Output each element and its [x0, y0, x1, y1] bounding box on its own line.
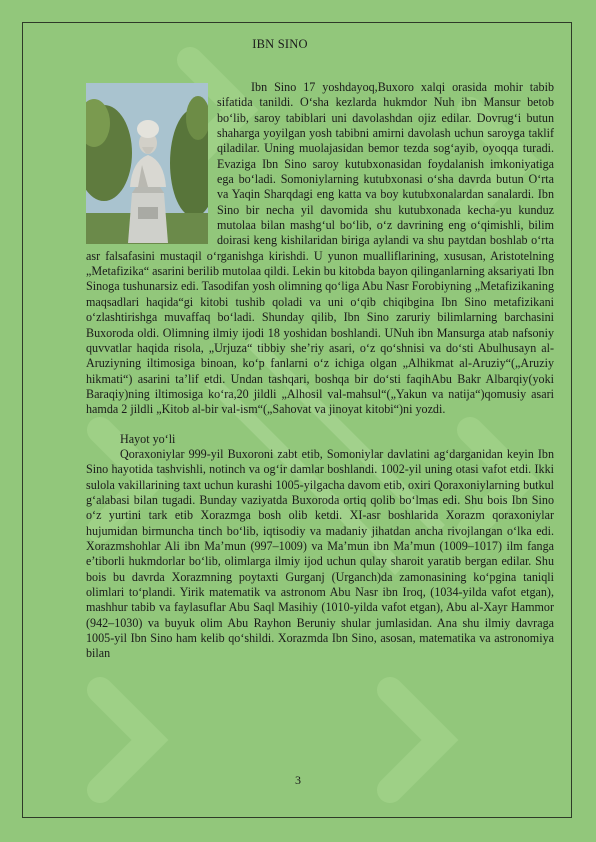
document-body [86, 80, 554, 662]
page-number: 3 [295, 773, 301, 787]
section-heading: Hayot yo‘li [120, 431, 176, 446]
page-title: IBN SINO [252, 37, 308, 51]
statue-icon [86, 83, 208, 244]
paragraph-2: Qoraxoniylar 999-yil Buxoroni zabt etib, Somoniylar davlatini ag‘darganidan keyin Ibn Sino hayotida tashvishli, notinch va og‘ir damlar boshlandi. 1002-yil uning otasi vafot etdi. Ikki sulola vakillarining taxt uchun kurashi 1005-yilgacha davom etib, oxiri Qoraxoniylarning butkul g‘alabasi bilan tugadi. Bunday vaziyatda Buxoroda ortiq qolib bo‘lmas edi. Shu bois Ibn Sino o‘z yurtini tark etib Xorazmga bosh olib ketdi. XI-asr boshlarida Xorazm qoraxoniylar hujumidan birmuncha tinch bo‘lib, iqtisodiy va madaniy jihatdan ancha rivojlangan o‘lka edi. Xorazmshohlar Ali ibn Ma’mun (997–1009) va Ma’mun ibn Ma’mun (1009–1017) ilm fanga e’tiborli hukmdorlar bo‘lib, olimlarga ilmiy ijod uchun qulay sharoit yaratib bergan edilar. Shu bois bu davrda Xorazmning poytaxti Gurganj (Urganch)da zamonasining ko‘pgina taniqli olimlari to‘plandi. Yirik matematik va astronom Abu Nasr ibn Iroq, (1034-yilda vafot etgan), mashhur tabib va faylasuflar Abu Saql Masihiy (1010-yilda vafot etgan), Abu al-Xayr Hammor (942–1030) va buyuk olim Abu Rayhon Beruniy shular jumlasidan. Ana shu ilmiy davraga 1005-yil Ibn Sino ham kelib qo‘shildi. Xorazmda Ibn Sino, asosan, matematika va astronomiya bilan [86, 446, 554, 661]
paragraph-1: Ibn Sino 17 yoshdayoq,Buxoro xalqi orasida mohir tabib sifatida tanildi. O‘sha kezlarda hukmdor Nuh ibn Mansur betob bo‘lib, saroy tabiblari uni davolashdan ojiz edilar. Dovrug‘i butun shaharga yoyilgan yosh tabibni amirni davolash uchun saroyga taklif qiladilar. Uning muolajasidan bemor tezda sog‘ayib, oyoqqa turadi. Evaziga Ibn Sino saroy kutubxonasidan foydalanish imkoniyatiga ega bo‘ladi. Somoniylarning kutubxonasi o‘sha davrda butun O‘rta va Yaqin Sharqdagi eng katta va boy kutubxonalardan sanalardi. Ibn Sino bir necha yil davomida shu kutubxonada kecha-yu kunduz mutolaa bilan mashg‘ul bo‘lib, o‘z davrining eng o‘qimishli, bilim doirasi keng kishilaridan biriga aylandi va shu paytdan boshlab o‘rta asr falsafasini mustaqil o‘rganishga kirishdi. U yunon mualliflarining, xususan, Aristotelning „Metafizika“ asarini berilib mutolaa qildi. Lekin bu kitobda bayon qilinganlarning aksariyati Ibn Sinoga tushunarsiz edi. Tasodifan yosh olimning qo‘liga Abu Nasr Forobiyning „Metafizikaning maqsadlari haqida“gi kitobi tushib qoladi va uni o‘qib chiqibgina Ibn Sino metafizikani o‘zlashtirishga muvaffaq bo‘ladi. Shunday qilib, Ibn Sino zaruriy bilimlarning barchasini Buxoroda oldi. Olimning ilmiy ijodi 18 yoshidan boshlandi. UNuh ibn Mansurga atab nafsoniy quvvatlar haqida risola, „Urjuza“ tibbiy she’riy asari, o‘z qo‘shnisi va do‘sti Abulhusayn al-Aruziyning iltimosiga binoan, ko‘p fanlarni o‘z ichiga olgan „Alhikmat al-Aruziy“(„Aruziy hikmati“) asarini ta’lif etdi. Undan tashqari, boshqa bir do‘sti faqihAbu Bakr Albarqiy(yoki Baraqiy)ning iltimosiga ko‘ra,20 jildli „Alhosil val-mahsul“(„Yakun va natija“)qomusiy asari hamda 2 jildli „Kitob al-bir val-ism“(„Sahovat va jinoyat kitobi“)ni yozdi. [86, 80, 554, 417]
ibn-sino-statue-image [86, 83, 208, 244]
